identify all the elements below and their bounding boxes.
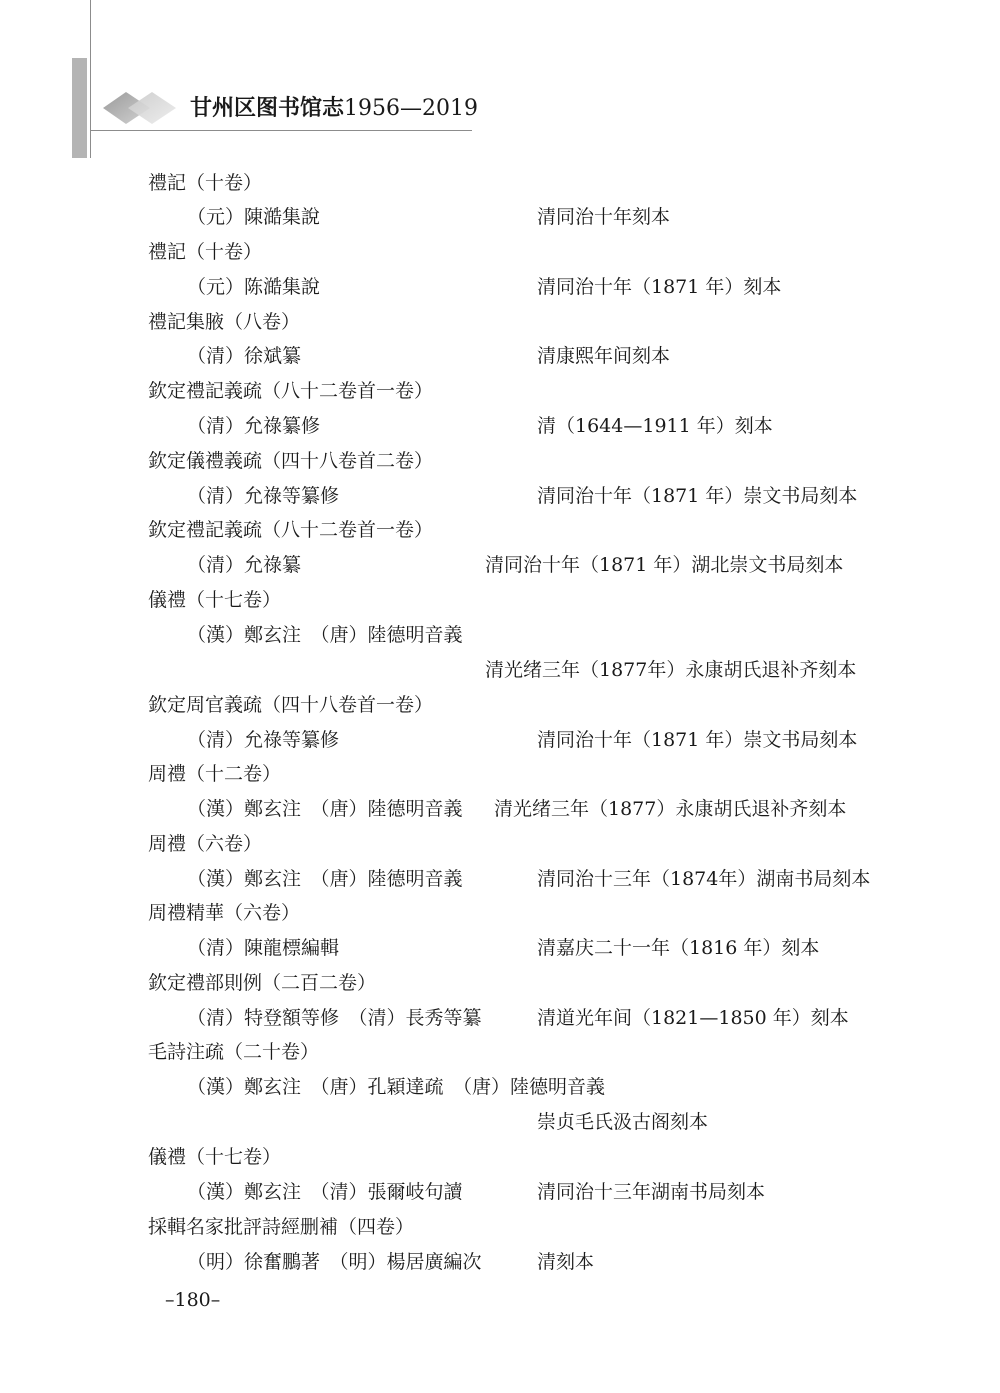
entry-title: 毛詩注疏（二十卷）	[148, 1041, 320, 1063]
entry-title: 欽定禮部則例（二百二卷）	[148, 972, 377, 994]
entry-title: 周禮（六卷）	[148, 833, 263, 855]
entry-edition: 清同治十三年（1874年）湖南书局刻本	[537, 868, 871, 890]
entry-author: （清）允祿等纂修	[187, 485, 340, 507]
entry-edition: 清同治十年（1871 年）崇文书局刻本	[537, 729, 858, 751]
entry-author: （清）陳龍標編輯	[187, 937, 340, 959]
entry-title: 禮記（十卷）	[148, 241, 263, 263]
entry-title: 周禮精華（六卷）	[148, 902, 301, 924]
page-number: –180–	[165, 1289, 221, 1311]
entry-author: （漢）鄭玄注 （唐）陸德明音義	[187, 798, 463, 820]
entry-title: 禮記（十卷）	[148, 172, 263, 194]
entry-edition: 清同治十年（1871 年）湖北崇文书局刻本	[485, 554, 844, 576]
margin-bar	[72, 58, 87, 158]
entry-edition: 清光绪三年（1877）永康胡氏退补齐刻本	[494, 798, 847, 820]
book-years: 1956—2019	[344, 96, 478, 121]
entry-title: 禮記集腋（八卷）	[148, 311, 301, 333]
entry-edition: 清康熙年间刻本	[537, 345, 671, 367]
entry-author: （漢）鄭玄注 （唐）陸德明音義	[187, 868, 463, 890]
entry-author: （元）陈澔集說	[187, 276, 321, 298]
entry-edition: 清同治十年刻本	[537, 206, 671, 228]
entry-title: 欽定儀禮義疏（四十八卷首二卷）	[148, 450, 434, 472]
entry-edition: 崇贞毛氏汲古阁刻本	[537, 1111, 709, 1133]
entry-edition: 清同治十年（1871 年）崇文书局刻本	[537, 485, 858, 507]
header-diamond-ornament-icon	[100, 90, 180, 126]
entry-author: （漢）鄭玄注 （唐）陸德明音義	[187, 624, 463, 646]
entry-author: （清）特登額等修 （清）長秀等纂	[187, 1007, 482, 1029]
entry-title: 周禮（十二卷）	[148, 763, 282, 785]
entry-title: 欽定周官義疏（四十八卷首一卷）	[148, 694, 434, 716]
entry-title: 儀禮（十七卷）	[148, 1146, 282, 1168]
entry-edition: 清同治十三年湖南书局刻本	[537, 1181, 766, 1203]
entry-author: （漢）鄭玄注 （唐）孔穎達疏 （唐）陸德明音義	[187, 1076, 606, 1098]
entry-author: （元）陳澔集說	[187, 206, 321, 228]
entry-title: 欽定禮記義疏（八十二卷首一卷）	[148, 380, 434, 402]
entry-edition: 清刻本	[537, 1251, 595, 1273]
book-title: 甘州区图书馆志	[190, 95, 345, 121]
entry-edition: 清嘉庆二十一年（1816 年）刻本	[537, 937, 820, 959]
entry-edition: 清（1644—1911 年）刻本	[537, 415, 773, 437]
entry-edition: 清道光年间（1821—1850 年）刻本	[537, 1007, 849, 1029]
running-header-title	[190, 94, 478, 122]
entry-edition: 清同治十年（1871 年）刻本	[537, 276, 782, 298]
entry-author: （清）允祿等纂修	[187, 729, 340, 751]
header-horizontal-rule	[90, 130, 472, 131]
entry-title: 採輯名家批評詩經删補（四卷）	[148, 1216, 415, 1238]
entry-edition: 清光绪三年（1877年）永康胡氏退补齐刻本	[485, 659, 857, 681]
entry-author: （清）徐斌纂	[187, 345, 302, 367]
entry-title: 欽定禮記義疏（八十二卷首一卷）	[148, 519, 434, 541]
entry-author: （清）允祿纂修	[187, 415, 321, 437]
entry-author: （漢）鄭玄注 （清）張爾岐句讀	[187, 1181, 463, 1203]
entry-author: （明）徐奮鵬著 （明）楊居廣編次	[187, 1251, 482, 1273]
entry-author: （清）允祿纂	[187, 554, 302, 576]
header-vertical-rule	[90, 0, 91, 158]
entry-title: 儀禮（十七卷）	[148, 589, 282, 611]
